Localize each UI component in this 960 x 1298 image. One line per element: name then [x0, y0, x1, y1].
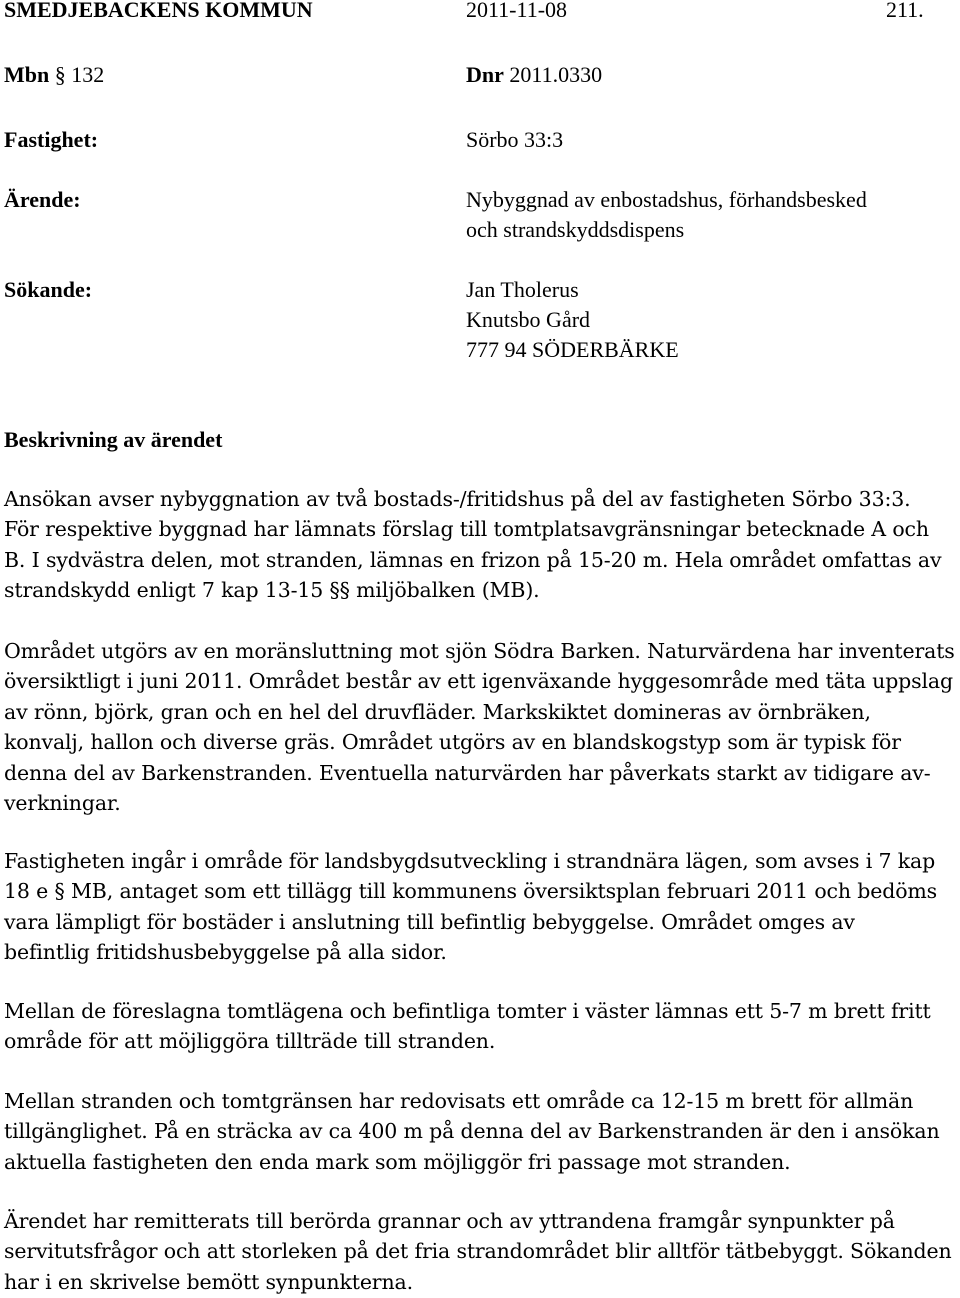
- text-line: av rönn, björk, gran och en hel del druvfläder. Markskiktet domineras av örnbräken,: [4, 699, 871, 724]
- paragraph-5: [4, 1086, 954, 1177]
- text-line: servitutsfrågor och att storleken på det fria strandområdet blir alltför tätbebyggt. Sökanden: [4, 1239, 952, 1264]
- text-line: verkningar.: [4, 791, 121, 816]
- mbn-reference: [4, 60, 104, 90]
- text-line: tillgänglighet. På en sträcka av ca 400 m på denna del av Barkenstranden är den i ansökan: [4, 1119, 940, 1144]
- fastighet-label: Fastighet:: [4, 127, 99, 152]
- dnr-reference: [466, 60, 602, 90]
- text-line: översiktligt i juni 2011. Området består av ett igenväxande hyggesområde med täta uppslag: [4, 669, 953, 694]
- text-line: 18 e § MB, antaget som ett tillägg till kommunens översiktsplan februari 2011 och bedöms: [4, 879, 938, 904]
- sokande-label: Sökande:: [4, 277, 93, 302]
- text-line: denna del av Barkenstranden. Eventuella naturvärden har påverkats starkt av tidigare av-: [4, 760, 931, 785]
- paragraph-6: [4, 1206, 954, 1297]
- text-line: Mellan stranden och tomtgränsen har redovisats ett område ca 12-15 m brett för allmän: [4, 1089, 914, 1113]
- section-heading: Beskrivning av ärendet: [4, 427, 223, 452]
- sokande-address: [466, 275, 679, 365]
- page-number: 211.: [886, 0, 924, 22]
- arende-line: Nybyggnad av enbostadshus, förhandsbesked: [466, 187, 867, 212]
- fastighet-value: Sörbo 33:3: [466, 127, 564, 152]
- municipality-name: SMEDJEBACKENS KOMMUN: [4, 0, 313, 22]
- paragraph-1: [4, 484, 954, 606]
- arende-label: Ärende:: [4, 187, 81, 212]
- paragraph-3: [4, 846, 954, 968]
- mbn-value: § 132: [54, 62, 105, 87]
- text-line: B. I sydvästra delen, mot stranden, lämnas en frizon på 15-20 m. Hela området omfattas av: [4, 547, 942, 572]
- sokande-line: Jan Tholerus: [466, 277, 579, 302]
- paragraph-2: [4, 636, 954, 818]
- text-line: Fastigheten ingår i område för landsbygdsutveckling i strandnära lägen, som avses i 7 kap: [4, 849, 936, 873]
- mbn-label: Mbn: [4, 62, 50, 87]
- text-line: Området utgörs av en moränsluttning mot sjön Södra Barken. Naturvärdena har inventerats: [4, 639, 955, 663]
- arende-value: [466, 185, 867, 245]
- paragraph-4: [4, 996, 954, 1057]
- text-line: har i en skrivelse bemött synpunkterna.: [4, 1269, 413, 1294]
- text-line: Ansökan avser nybyggnation av två bostads-/fritidshus på del av fastigheten Sörbo 33:3.: [4, 487, 911, 511]
- text-line: strandskydd enligt 7 kap 13-15 §§ miljöbalken (MB).: [4, 578, 540, 603]
- text-line: aktuella fastigheten den enda mark som möjliggör fri passage mot stranden.: [4, 1149, 791, 1174]
- text-line: Ärendet har remitterats till berörda grannar och av yttrandena framgår synpunkter på: [4, 1209, 895, 1233]
- text-line: konvalj, hallon och diverse gräs. Området utgörs av en blandskogstyp som är typisk för: [4, 730, 901, 755]
- sokande-line: Knutsbo Gård: [466, 307, 591, 332]
- meeting-date: 2011-11-08: [466, 0, 568, 22]
- text-line: vara lämpligt för bostäder i anslutning till befintlig bebyggelse. Området omges av: [4, 909, 855, 934]
- text-line: befintlig fritidshusbebyggelse på alla sidor.: [4, 940, 447, 965]
- dnr-value: 2011.0330: [509, 62, 603, 87]
- text-line: Mellan de föreslagna tomtlägena och befintliga tomter i väster lämnas ett 5-7 m brett fritt: [4, 999, 931, 1023]
- sokande-line: 777 94 SÖDERBÄRKE: [466, 337, 679, 362]
- dnr-label: Dnr: [466, 62, 504, 87]
- text-line: område för att möjliggöra tillträde till stranden.: [4, 1029, 496, 1054]
- arende-line: och strandskyddsdispens: [466, 217, 685, 242]
- text-line: För respektive byggnad har lämnats förslag till tomtplatsavgränsningar betecknade A och: [4, 517, 929, 542]
